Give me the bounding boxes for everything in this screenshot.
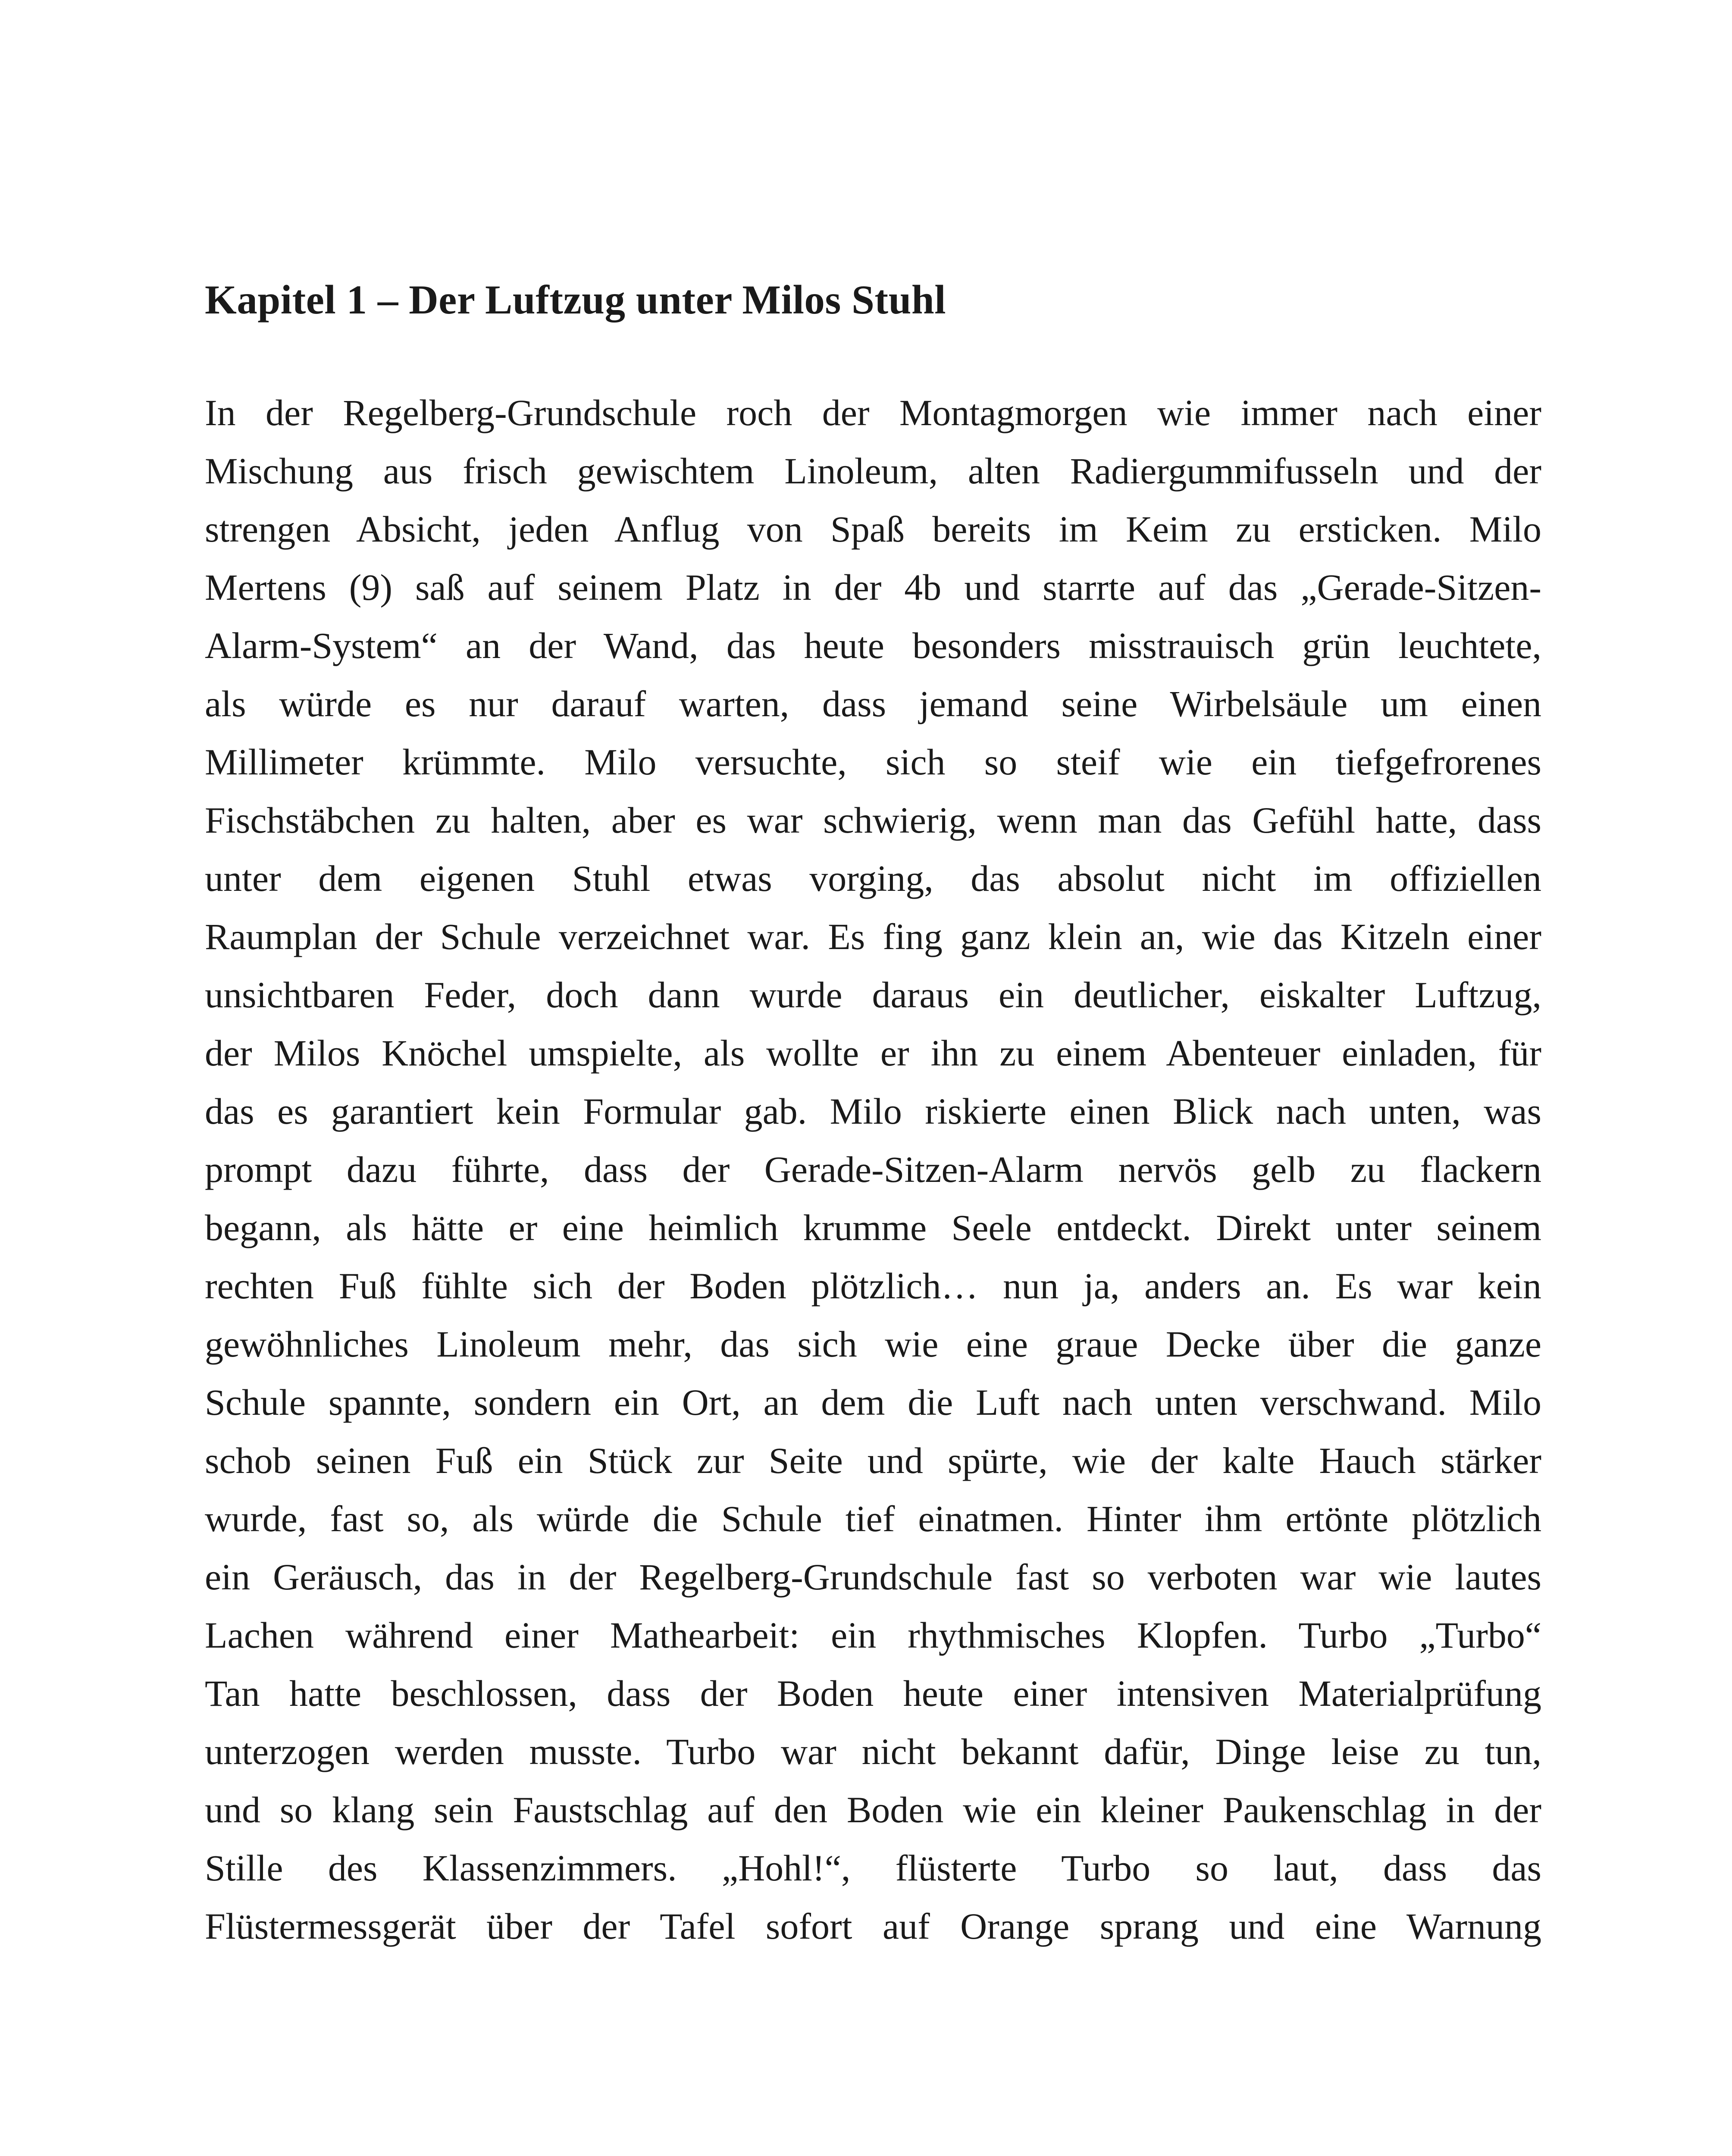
text-line: unsichtbaren Feder, doch dann wurde daraus ein deutlicher, eiskalter Luftzug, — [205, 974, 1541, 1015]
text-line: Stille des Klassenzimmers. „Hohl!“, flüsterte Turbo so laut, dass das — [205, 1847, 1541, 1889]
text-line: Mertens (9) saß auf seinem Platz in der 4b und starrte auf das „Gerade-Sitzen- — [205, 567, 1541, 608]
text-line: Fischstäbchen zu halten, aber es war schwierig, wenn man das Gefühl hatte, dass — [205, 799, 1541, 841]
text-line: Tan hatte beschlossen, dass der Boden heute einer intensiven Materialprüfung — [205, 1673, 1541, 1714]
text-line: Lachen während einer Mathearbeit: ein rhythmisches Klopfen. Turbo „Turbo“ — [205, 1614, 1541, 1656]
text-line: Millimeter krümmte. Milo versuchte, sich so steif wie ein tiefgefrorenes — [205, 741, 1541, 783]
text-line: der Milos Knöchel umspielte, als wollte er ihn zu einem Abenteuer einladen, für — [205, 1032, 1541, 1074]
text-line: Alarm-System“ an der Wand, das heute besonders misstrauisch grün leuchtete, — [205, 625, 1541, 666]
text-line: begann, als hätte er eine heimlich krumme Seele entdeckt. Direkt unter seinem — [205, 1207, 1541, 1248]
text-line: wurde, fast so, als würde die Schule tief einatmen. Hinter ihm ertönte plötzlich — [205, 1498, 1541, 1539]
text-line: ein Geräusch, das in der Regelberg-Grundschule fast so verboten war wie lautes — [205, 1556, 1541, 1598]
text-line: Flüstermessgerät über der Tafel sofort auf Orange sprang und eine Warnung — [205, 1905, 1541, 1947]
chapter-title: Kapitel 1 – Der Luftzug unter Milos Stuhl — [205, 277, 946, 323]
text-line: Mischung aus frisch gewischtem Linoleum, alten Radiergummifusseln und der — [205, 450, 1541, 492]
text-line: Schule spannte, sondern ein Ort, an dem die Luft nach unten verschwand. Milo — [205, 1382, 1541, 1423]
text-line: als würde es nur darauf warten, dass jemand seine Wirbelsäule um einen — [205, 683, 1541, 724]
text-line: schob seinen Fuß ein Stück zur Seite und spürte, wie der kalte Hauch stärker — [205, 1440, 1541, 1481]
text-line: strengen Absicht, jeden Anflug von Spaß bereits im Keim zu ersticken. Milo — [205, 508, 1541, 550]
body-paragraph — [205, 384, 1541, 1955]
page-content — [205, 267, 1541, 1955]
text-line: unter dem eigenen Stuhl etwas vorging, das absolut nicht im offiziellen — [205, 858, 1541, 899]
text-line: prompt dazu führte, dass der Gerade-Sitzen-Alarm nervös gelb zu flackern — [205, 1149, 1541, 1190]
text-line: unterzogen werden musste. Turbo war nicht bekannt dafür, Dinge leise zu tun, — [205, 1731, 1541, 1772]
text-line: In der Regelberg-Grundschule roch der Montagmorgen wie immer nach einer — [205, 392, 1541, 433]
text-line: das es garantiert kein Formular gab. Milo riskierte einen Blick nach unten, was — [205, 1091, 1541, 1132]
text-line: Raumplan der Schule verzeichnet war. Es fing ganz klein an, wie das Kitzeln einer — [205, 916, 1541, 957]
text-line: und so klang sein Faustschlag auf den Boden wie ein kleiner Paukenschlag in der — [205, 1789, 1541, 1830]
text-line: gewöhnliches Linoleum mehr, das sich wie eine graue Decke über die ganze — [205, 1323, 1541, 1365]
text-line: rechten Fuß fühlte sich der Boden plötzlich… nun ja, anders an. Es war kein — [205, 1265, 1541, 1307]
